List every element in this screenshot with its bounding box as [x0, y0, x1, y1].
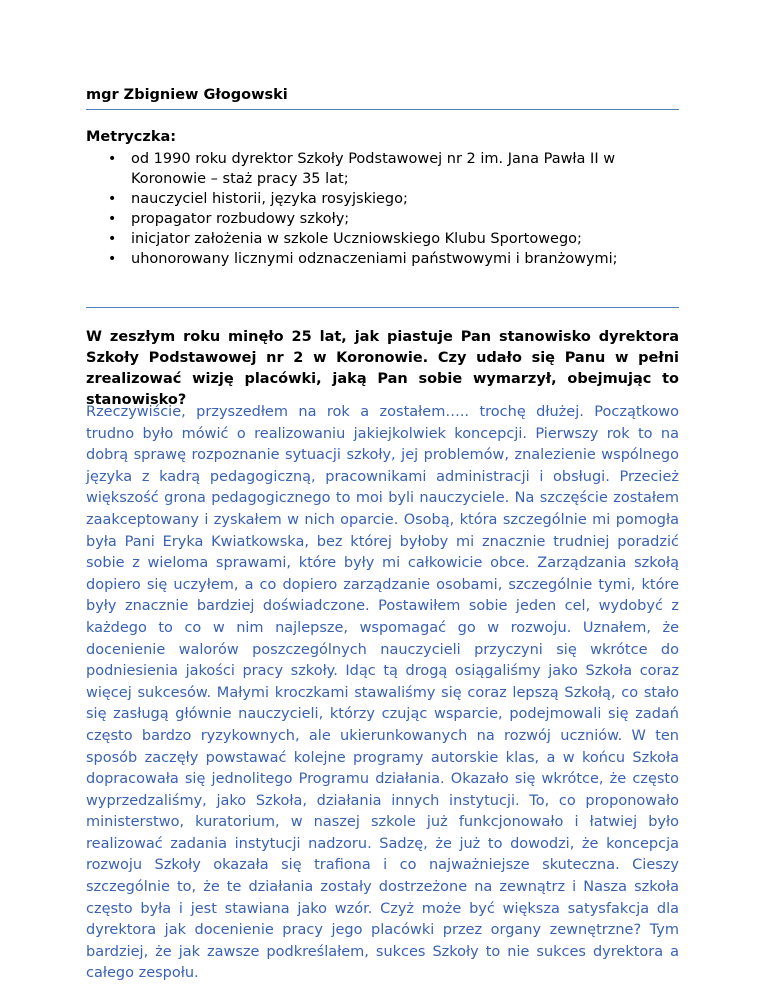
list-item: • od 1990 roku dyrektor Szkoły Podstawowej nr 2 im. Jana Pawła II w Koronowie – staż pracy 35 lat;: [86, 149, 679, 189]
list-item: • nauczyciel historii, języka rosyjskiego;: [86, 189, 679, 209]
author-name: mgr Zbigniew Głogowski: [86, 87, 288, 103]
metryczka-list: [86, 149, 679, 269]
list-item: • uhonorowany licznymi odznaczeniami państwowymi i branżowymi;: [86, 249, 679, 269]
divider-line: [86, 109, 679, 110]
list-item: • propagator rozbudowy szkoły;: [86, 209, 679, 229]
interview-question: W zeszłym roku minęło 25 lat, jak piastuje Pan stanowisko dyrektora Szkoły Podstawowej nr 2 w Koronowie. Czy udało się Panu w pełni zrealizować wizję placówki, jaką Pan sobie wymarzył, obejmując to stanowisko?: [86, 329, 679, 408]
list-item: • inicjator założenia w szkole Uczniowskiego Klubu Sportowego;: [86, 229, 679, 249]
interview-answer: Rzeczywiście, przyszedłem na rok a zostałem….. trochę dłużej. Początkowo trudno było mówić o realizowaniu jakiejkolwiek koncepcji. Pierwszy rok to na dobrą sprawę rozpoznanie sytuacji szkoły, jej problemów, znalezienie wspólnego języka z kadrą pedagogiczną, pracownikami administracji i obsługi. Przecież większość grona pedagogicznego to moi byli nauczyciele. Na szczęście zostałem zaakceptowany i zyskałem w nich oparcie. Osobą, która szczególnie mi pomogła była Pani Eryka Kwiatkowska, bez której byłoby mi znacznie trudniej poradzić sobie z wieloma sprawami, które były mi całkowicie obce. Zarządzania szkołą dopiero się uczyłem, a co dopiero zarządzanie osobami, szczególnie tymi, które były znacznie bardziej doświadczone. Postawiłem sobie jeden cel, wydobyć z każdego to co w nim najlepsze, wspomagać go w rozwoju. Uznałem, że docenienie walorów poszczególnych nauczycieli przyczyni się wkrótce do podniesienia jakości pracy szkoły. Idąc tą drogą osiągaliśmy jako Szkoła coraz więcej sukcesów. Małymi kroczkami stawaliśmy się coraz lepszą Szkołą, co stało się zasługą głównie nauczycieli, którzy czując wsparcie, podejmowali się zadań często bardzo ryzykownych, ale ukierunkowanych na rozwój uczniów. W ten sposób zaczęły powstawać kolejne programy autorskie klas, a w końcu Szkoła dopracowała się jednolitego Programu działania. Okazało się wkrótce, że często wyprzedzaliśmy, jako Szkoła, działania innych instytucji. To, co proponowało ministerstwo, kuratorium, w naszej szkole już funkcjonowało i łatwiej było realizować zadania instytucji nadzoru. Sadzę, że już to dowodzi, że koncepcja rozwoju Szkoły okazała się trafiona i co najważniejsze skuteczna. Cieszy szczególnie to, że te działania zostały dostrzeżone na zewnątrz i Nasza szkoła często była i jest stawiana jako wzór. Czyż może być większa satysfakcja dla dyrektora jak docenienie pracy jego placówki przez organy zewnętrzne? Tym bardziej, że jak zawsze podkreślałem, sukces Szkoły to nie sukces dyrektora a całego zespołu.: [86, 404, 679, 982]
divider-line: [86, 307, 679, 308]
metryczka-title: Metryczka:: [86, 129, 177, 145]
